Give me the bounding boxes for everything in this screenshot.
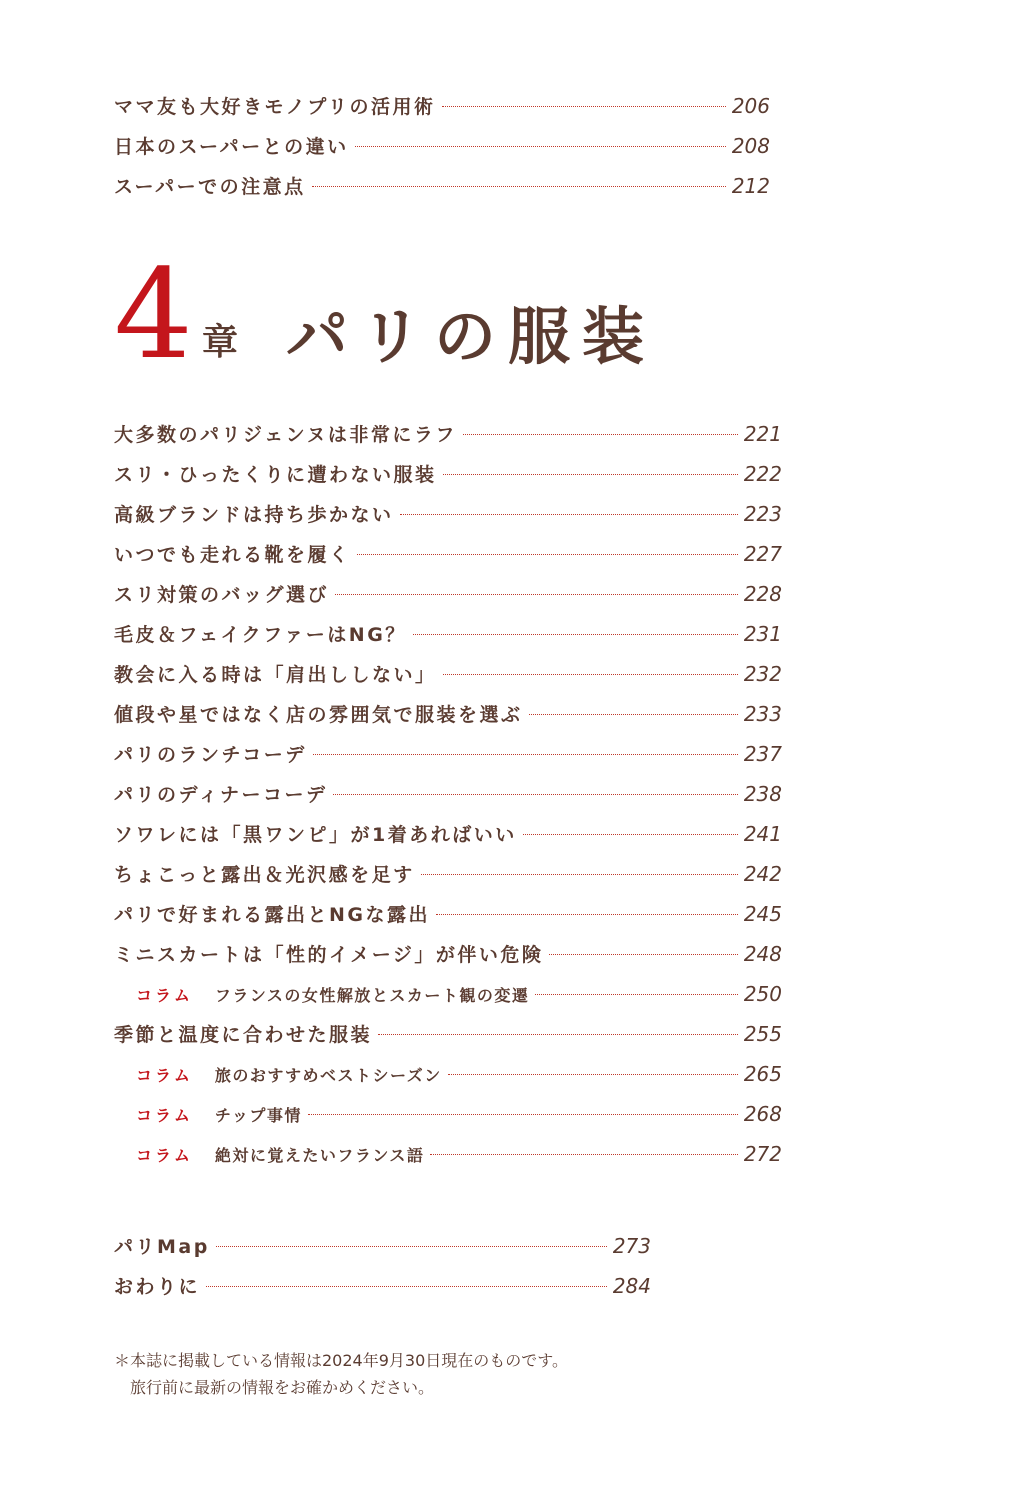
toc-entry[interactable] [114, 1226, 651, 1266]
dotted-leader [463, 434, 738, 435]
toc-entry[interactable] [114, 854, 782, 894]
footnote-line: ＊本誌に掲載している情報は2024年9月30日現在のものです。 [114, 1351, 568, 1370]
toc-page-number: 222 [743, 462, 782, 486]
toc-entry[interactable] [114, 734, 782, 774]
toc-page-number: 208 [731, 134, 770, 158]
toc-entry[interactable] [114, 934, 782, 974]
toc-page-number: 212 [731, 174, 770, 198]
toc-entry-title: ソワレには「黒ワンピ」が1着あればいい [114, 824, 517, 846]
dotted-leader [216, 1246, 607, 1247]
toc-entry-title: 季節と温度に合わせた服装 [114, 1024, 373, 1046]
chapter-suffix: 章 [202, 322, 239, 363]
column-tag: コラム [136, 1106, 193, 1125]
toc-entry-title: 旅のおすすめベストシーズン [214, 1066, 442, 1085]
toc-entry[interactable] [114, 494, 782, 534]
chapter-title: パリの服装 [286, 300, 657, 373]
toc-entry[interactable] [114, 694, 782, 734]
toc-entry-title: 高級ブランドは持ち歩かない [114, 504, 394, 526]
toc-page-number: 265 [743, 1062, 782, 1086]
dotted-leader [442, 106, 726, 107]
dotted-leader [312, 186, 726, 187]
toc-entry-title: おわりに [114, 1276, 201, 1298]
column-tag: コラム [136, 1146, 193, 1165]
footnote [114, 1347, 568, 1401]
toc-column-entry[interactable] [136, 1134, 782, 1174]
toc-entry-title: パリMap [114, 1236, 210, 1258]
dotted-leader [357, 554, 738, 555]
toc-entry-title: ミニスカートは「性的イメージ」が伴い危険 [114, 944, 544, 966]
toc-entry[interactable] [114, 654, 782, 694]
toc-entry-title: スリ対策のバッグ選び [114, 584, 330, 606]
toc-entry[interactable] [114, 774, 782, 814]
toc-entry-title: ちょこっと露出＆光沢感を足す [114, 864, 415, 886]
toc-page-number: 248 [743, 942, 782, 966]
toc-page-number: 227 [743, 542, 782, 566]
dotted-leader [355, 146, 726, 147]
toc-entry-title: いつでも走れる靴を履く [114, 544, 351, 566]
toc-page-number: 223 [743, 502, 782, 526]
dotted-leader [308, 1114, 738, 1115]
toc-page-number: 241 [743, 822, 782, 846]
toc-entry[interactable] [114, 454, 782, 494]
toc-entry-title: チップ事情 [214, 1106, 302, 1125]
dotted-leader [443, 674, 738, 675]
toc-page-number: 242 [743, 862, 782, 886]
toc-page-number: 221 [743, 422, 782, 446]
toc-page-number: 245 [743, 902, 782, 926]
toc-entry-title: 値段や星ではなく店の雰囲気で服装を選ぶ [114, 704, 523, 726]
toc-entry-title: 日本のスーパーとの違い [114, 136, 349, 158]
toc-entry-title: スーパーでの注意点 [114, 176, 306, 198]
toc-page-number: 231 [743, 622, 782, 646]
column-tag: コラム [136, 1066, 193, 1085]
toc-entry[interactable] [114, 614, 782, 654]
dotted-leader [529, 714, 738, 715]
dotted-leader [206, 1286, 607, 1287]
dotted-leader [335, 594, 738, 595]
toc-entry-title: パリで好まれる露出とNGな露出 [114, 904, 430, 926]
toc-entry-title: 毛皮＆フェイクファーはNG？ [114, 624, 407, 646]
toc-column-entry[interactable] [136, 974, 782, 1014]
toc-page-number: 250 [743, 982, 782, 1006]
toc-page-number: 255 [743, 1022, 782, 1046]
toc-entry-title: 絶対に覚えたいフランス語 [214, 1146, 425, 1165]
toc-page-number: 268 [743, 1102, 782, 1126]
toc-entry[interactable] [114, 1014, 782, 1054]
dotted-leader [448, 1074, 738, 1075]
toc-page-number: 273 [612, 1234, 651, 1258]
toc-entry[interactable] [114, 534, 782, 574]
toc-entry[interactable] [114, 414, 782, 454]
toc-page-number: 284 [612, 1274, 651, 1298]
toc-entry[interactable] [114, 814, 782, 854]
toc-entry-title: 教会に入る時は「肩出ししない」 [114, 664, 437, 686]
toc-page-number: 237 [743, 742, 782, 766]
toc-entry[interactable] [114, 166, 770, 206]
toc-entry-title: ママ友も大好きモノプリの活用術 [114, 96, 436, 118]
dotted-leader [436, 914, 738, 915]
toc-page-number: 238 [743, 782, 782, 806]
dotted-leader [313, 754, 738, 755]
toc-page-number: 228 [743, 582, 782, 606]
toc-entry[interactable] [114, 126, 770, 166]
toc-page-number: 206 [731, 94, 770, 118]
column-tag: コラム [136, 986, 193, 1005]
dotted-leader [549, 954, 737, 955]
toc-entry[interactable] [114, 574, 782, 614]
dotted-leader [523, 834, 738, 835]
toc-entry-title: フランスの女性解放とスカート観の変遷 [214, 986, 530, 1005]
toc-page-number: 272 [743, 1142, 782, 1166]
footnote-line: 旅行前に最新の情報をお確かめください。 [130, 1378, 435, 1397]
dotted-leader [400, 514, 738, 515]
toc-entry[interactable] [114, 1266, 651, 1306]
toc-column-entry[interactable] [136, 1054, 782, 1094]
dotted-leader [443, 474, 738, 475]
dotted-leader [333, 794, 737, 795]
toc-entry[interactable] [114, 86, 770, 126]
dotted-leader [378, 1034, 738, 1035]
toc-page-number: 232 [743, 662, 782, 686]
toc-entry-title: スリ・ひったくりに遭わない服装 [114, 464, 437, 486]
dotted-leader [421, 874, 738, 875]
toc-page-number: 233 [743, 702, 782, 726]
toc-column-entry[interactable] [136, 1094, 782, 1134]
dotted-leader [413, 634, 738, 635]
toc-entry[interactable] [114, 894, 782, 934]
dotted-leader [430, 1154, 737, 1155]
toc-entry-title: 大多数のパリジェンヌは非常にラフ [114, 424, 457, 446]
dotted-leader [535, 994, 737, 995]
toc-entry-title: パリのランチコーデ [114, 744, 307, 766]
chapter-number: 4 [114, 243, 193, 387]
toc-entry-title: パリのディナーコーデ [114, 784, 328, 806]
